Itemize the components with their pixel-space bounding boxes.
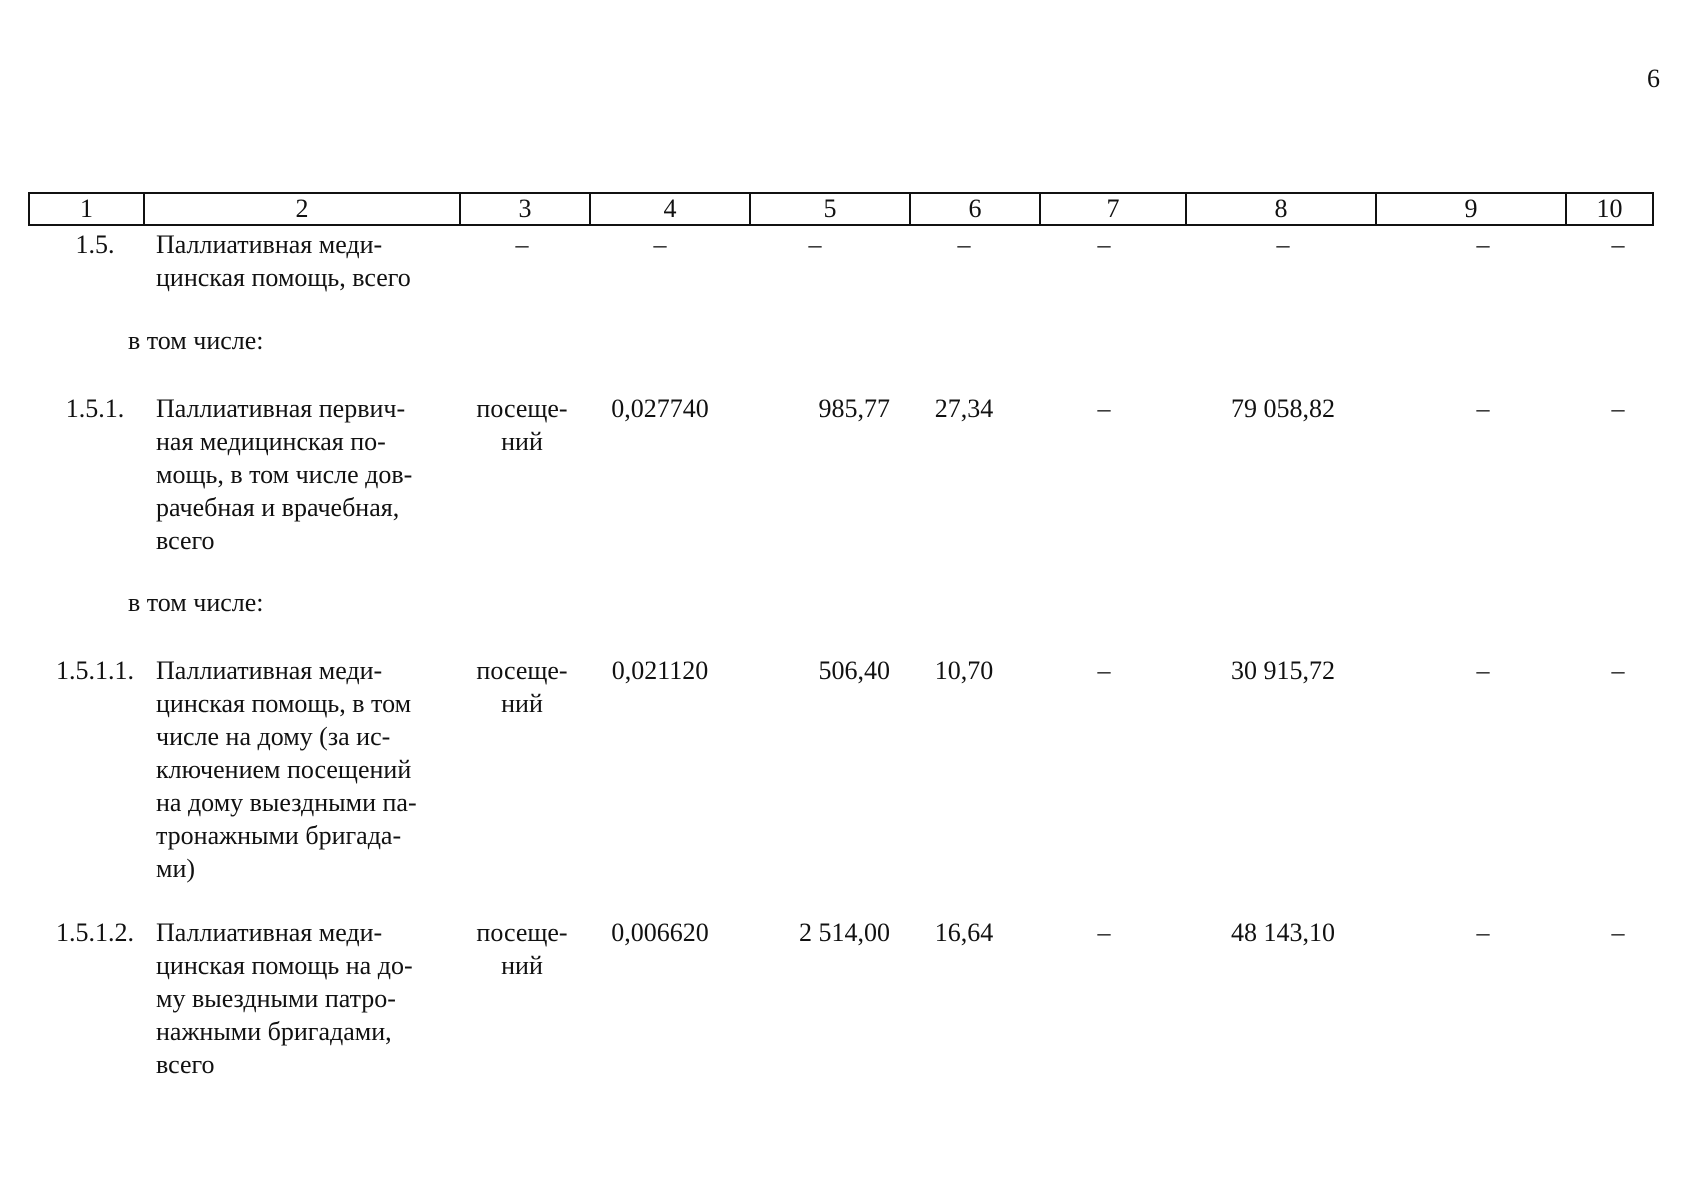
row-name-line: цинская помощь, в том — [156, 689, 412, 718]
row-col-4: – — [653, 230, 667, 259]
row-unit-line: ний — [501, 427, 543, 456]
row-col-9: – — [1476, 918, 1490, 947]
row-name-line: Паллиативная меди- — [156, 230, 383, 259]
data-table — [28, 192, 1654, 226]
row-col-5: 2 514,00 — [799, 918, 890, 947]
row-unit-line: ний — [501, 951, 543, 980]
row-name-line: цинская помощь, всего — [156, 263, 411, 292]
including-label: в том числе: — [128, 588, 264, 617]
table-header-row — [28, 192, 1654, 226]
row-name-line: на дому выездными па- — [156, 788, 417, 817]
row-col-10: – — [1611, 230, 1625, 259]
header-col-4: 4 — [591, 194, 751, 224]
row-col-6: 10,70 — [934, 656, 994, 685]
row-number: 1.5.1.1. — [56, 656, 134, 685]
row-name-line: Паллиативная первич- — [156, 394, 406, 423]
row-col-7: – — [1097, 918, 1111, 947]
row-name — [156, 654, 450, 885]
row-name — [156, 916, 450, 1081]
row-col-5: 506,40 — [818, 656, 890, 685]
row-col-8: 30 915,72 — [1231, 656, 1335, 685]
row-name-line: тронажными бригада- — [156, 821, 402, 850]
row-col-9: – — [1476, 230, 1490, 259]
row-name-line: мощь, в том числе дов- — [156, 460, 413, 489]
row-col-6: – — [957, 230, 971, 259]
header-col-1: 1 — [30, 194, 145, 224]
row-unit — [468, 392, 576, 458]
including-label: в том числе: — [128, 326, 264, 355]
row-col-6: 27,34 — [934, 394, 994, 423]
row-col-4: 0,021120 — [611, 656, 709, 685]
header-col-7: 7 — [1041, 194, 1187, 224]
row-unit-line: посеще- — [476, 656, 568, 685]
header-col-5: 5 — [751, 194, 911, 224]
row-name-line: Паллиативная меди- — [156, 918, 383, 947]
row-col-8: – — [1276, 230, 1290, 259]
row-name — [156, 392, 450, 557]
row-name-line: ключением посещений — [156, 755, 412, 784]
row-col-10: – — [1611, 394, 1625, 423]
row-name-line: Паллиативная меди- — [156, 656, 383, 685]
header-col-9: 9 — [1377, 194, 1567, 224]
row-col-4: 0,006620 — [611, 918, 709, 947]
header-col-2: 2 — [145, 194, 461, 224]
row-name-line: му выездными патро- — [156, 984, 396, 1013]
row-col-7: – — [1097, 230, 1111, 259]
row-name-line: всего — [156, 1050, 215, 1079]
row-col-10: – — [1611, 918, 1625, 947]
header-col-8: 8 — [1187, 194, 1377, 224]
row-col-7: – — [1097, 394, 1111, 423]
header-col-6: 6 — [911, 194, 1041, 224]
row-name-line: всего — [156, 526, 215, 555]
row-name-line: нажными бригадами, — [156, 1017, 392, 1046]
row-unit-line: посеще- — [476, 918, 568, 947]
row-unit-line: посеще- — [476, 394, 568, 423]
row-col-5: 985,77 — [818, 394, 890, 423]
page-number: 6 — [1647, 64, 1660, 93]
row-col-4: 0,027740 — [611, 394, 709, 423]
row-name — [156, 228, 450, 294]
header-col-10: 10 — [1596, 194, 1623, 223]
row-name-line: ная медицинская по- — [156, 427, 386, 456]
row-col-7: – — [1097, 656, 1111, 685]
row-unit-line: ний — [501, 689, 543, 718]
row-name-line: цинская помощь на до- — [156, 951, 413, 980]
row-col-8: 48 143,10 — [1231, 918, 1335, 947]
row-col-5: – — [808, 230, 822, 259]
row-number: 1.5.1.2. — [56, 918, 134, 947]
row-unit — [468, 228, 576, 261]
header-col-3: 3 — [461, 194, 591, 224]
row-name-line: рачебная и врачебная, — [156, 493, 400, 522]
row-unit-line: – — [515, 230, 529, 259]
row-unit — [468, 654, 576, 720]
row-col-8: 79 058,82 — [1231, 394, 1335, 423]
row-unit — [468, 916, 576, 982]
row-number: 1.5.1. — [65, 394, 125, 423]
row-col-9: – — [1476, 656, 1490, 685]
row-number: 1.5. — [75, 230, 115, 259]
row-col-10: – — [1611, 656, 1625, 685]
row-col-9: – — [1476, 394, 1490, 423]
row-name-line: ми) — [156, 854, 196, 883]
row-col-6: 16,64 — [934, 918, 994, 947]
row-name-line: числе на дому (за ис- — [156, 722, 391, 751]
